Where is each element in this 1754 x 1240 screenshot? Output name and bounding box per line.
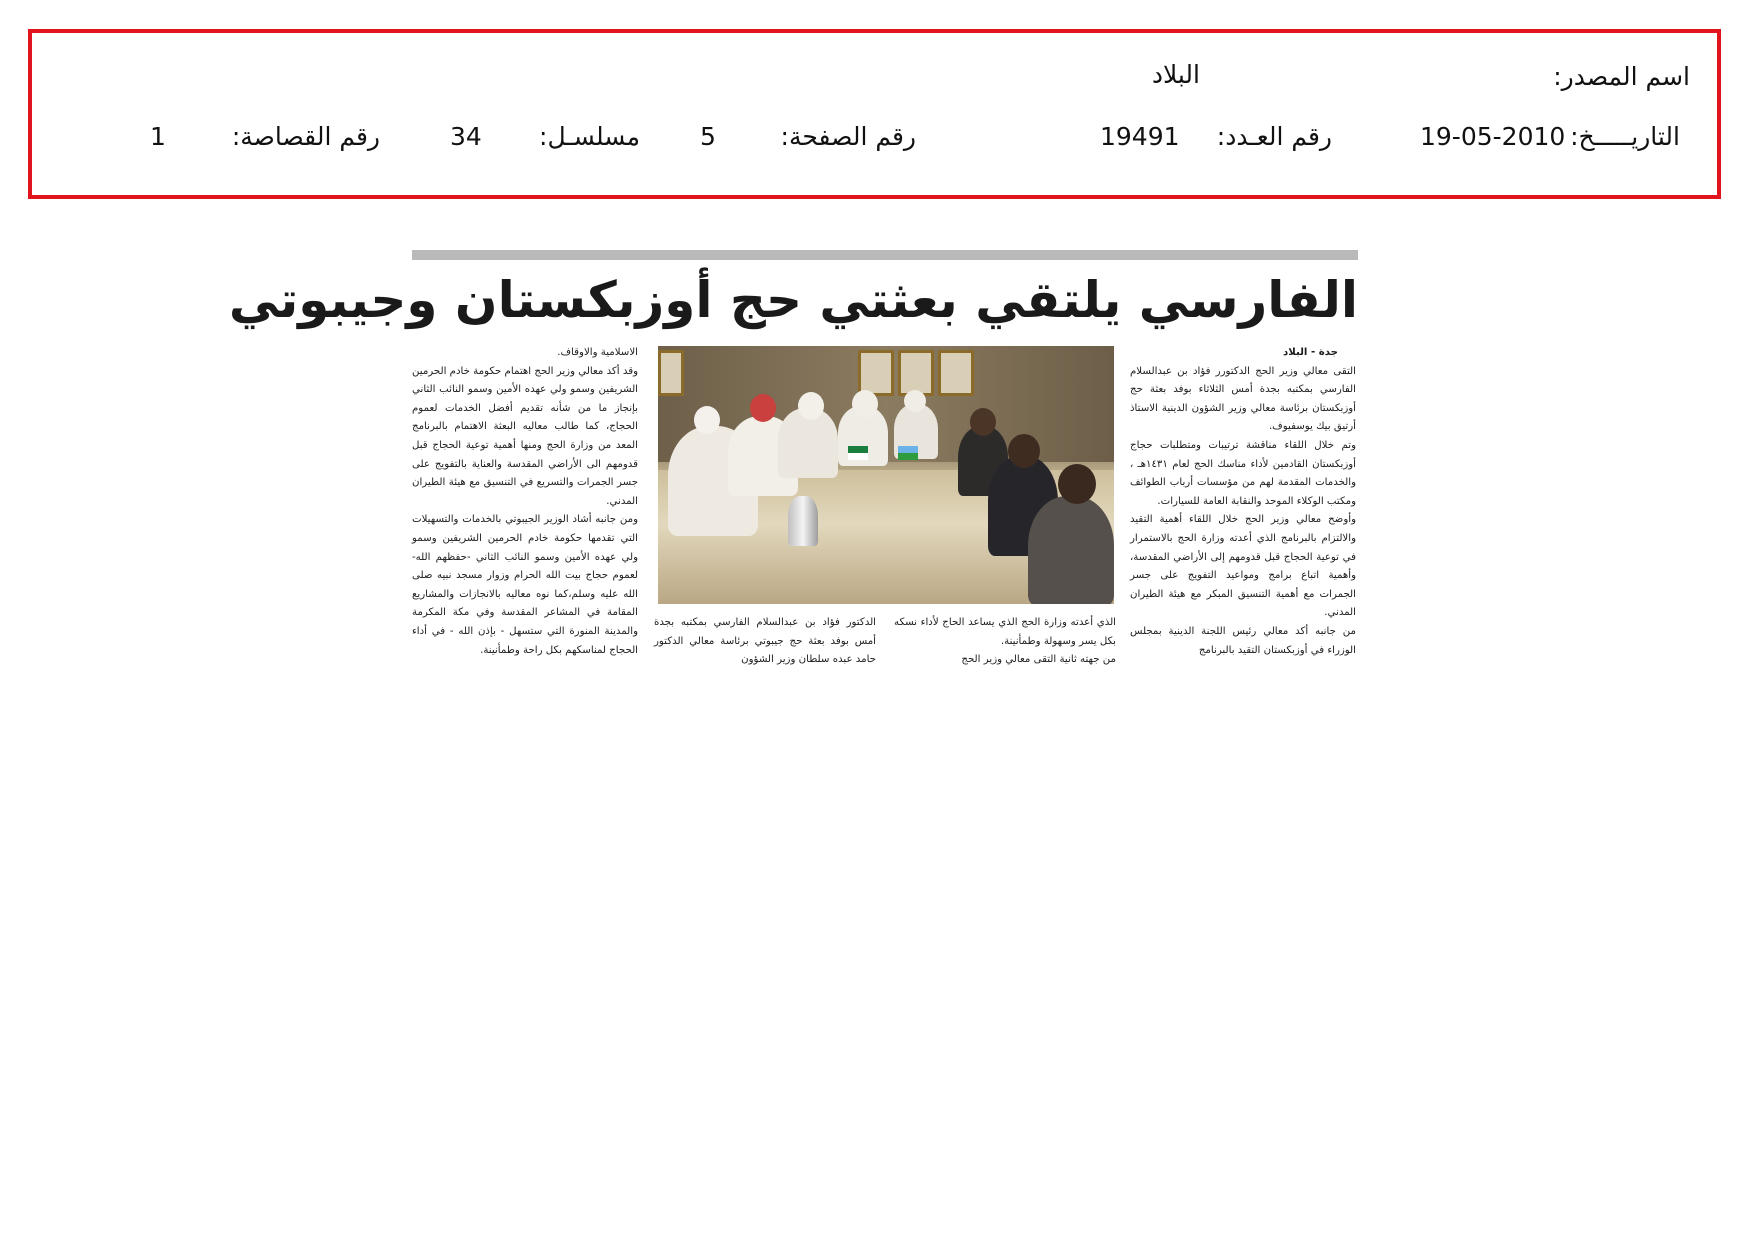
- photo-head: [750, 394, 776, 422]
- photo-head: [1058, 464, 1096, 504]
- article-headline: الفارسي يلتقي بعثتي حج أوزبكستان وجيبوتي: [228, 271, 1358, 329]
- article-column-mid-right: [894, 614, 1116, 670]
- paragraph: من جانبه أكد معالي رئيس اللجنة الدينية بمجلس الوزراء في أوزبكستان التقيد بالبرنامج: [1130, 625, 1356, 656]
- date-value: 19-05-2010: [1420, 122, 1566, 151]
- source-value: البلاد: [1151, 60, 1200, 89]
- paragraph: التقى معالي وزير الحج الدكتورر فؤاد بن عبدالسلام الفارسي بمكتبه بجدة أمس الثلاثاء بوفد بعثة حج أوزبكستان برئاسة معالي وزير الشؤون الدينية الاستاذ أرتيق بيك يوسفيوف.: [1130, 365, 1356, 433]
- paragraph: وأوضح معالي وزير الحج خلال اللقاء أهمية التقيد والالتزام بالبرنامج الذي أعدته وزارة الحج بالاستمرار في توعية الحجاج قبل قدومهم إلى الأراضي المقدسة، وأهمية اتباع برامج ومواعيد التفويج على جسر الجمرات مع أهمية التنسيق المبكر مع هيئة الطيران المدني.: [1130, 514, 1356, 619]
- paragraph: من جهته ثانية التقى معالي وزير الحج: [961, 654, 1116, 666]
- photo-head: [1008, 434, 1040, 468]
- paragraph: الدكتور فؤاد بن عبدالسلام الفارسي بمكتبه بجدة أمس بوفد بعثة حج جيبوتي برئاسة معالي الدكتور حامد عبده سلطان وزير الشؤون: [654, 617, 876, 666]
- paragraph: ومن جانبه أشاد الوزير الجيبوتي بالخدمات والتسهيلات التي تقدمها حكومة خادم الحرمين الشريفين وسمو ولي عهده الأمين وسمو النائب الثاني -حفظهم الله- لعموم حجاج بيت الله الحرام وزوار مسجد نبيه صلى الله عليه وسلم،كما نوه معاليه بالانجازات والمشاريع المقامة في المشاعر المقدسة وفي مكة المكرمة والمدينة المنورة التي ستسهل - بإذن الله - في أداء الحجاج لمناسكهم بكل راحة وطمأنينة.: [412, 514, 638, 656]
- issue-label: رقم العـدد:: [1216, 122, 1332, 151]
- metadata-box: [28, 29, 1721, 199]
- photo-portrait: [938, 350, 974, 396]
- page-value: 5: [700, 122, 716, 151]
- paragraph: الذي أعدته وزارة الحج الذي يساعد الحاج لأداء نسكه بكل يسر وسهولة وطمأنينة.: [894, 617, 1116, 647]
- photo-head: [852, 390, 878, 418]
- source-label: اسم المصدر:: [1553, 62, 1690, 91]
- photo-flag: [898, 446, 918, 460]
- photo-flag: [848, 446, 868, 460]
- photo-head: [798, 392, 824, 420]
- article-column-mid-left: [654, 614, 876, 670]
- photo-head: [904, 390, 926, 412]
- serial-value: 34: [450, 122, 482, 151]
- clip-label: رقم القصاصة:: [231, 122, 380, 151]
- paragraph: الاسلامية والاوقاف.: [557, 347, 638, 358]
- date-label: التاريـــــخ:: [1570, 122, 1680, 151]
- clip-value: 1: [150, 122, 166, 151]
- paragraph: وتم خلال اللقاء مناقشة ترتيبات ومتطلبات حجاج أوزبكستان القادمين لأداء مناسك الحج لعام ١٤٣١هـ ، والخدمات المقدمة لهم من مؤسسات أرباب الطوائف ومكتب الوكلاء الموحد والنقابة العامة للسيارات.: [1130, 439, 1356, 507]
- clipping-top-bar: [412, 250, 1358, 260]
- article-column-left: [412, 344, 638, 660]
- paragraph: وقد أكد معالي وزير الحج اهتمام حكومة خادم الحرمين الشريفين وسمو ولي عهده الأمين وسمو النائب الثاني بإنجاز ما من شأنه تقديم أفضل الخدمات لعموم الحجاج، كما طالب معاليه البعثة الاهتمام بالبرنامج المعد من وزارة الحج ومنها أهمية توعية الحجاج قبل قدومهم الى الأراضي المقدسة والعناية بالتفويج على جسر الجمرات والتسريع في التنسيق مع هيئة الطيران المدني.: [412, 365, 638, 507]
- photo-flask: [788, 496, 818, 546]
- photo-head: [970, 408, 996, 436]
- photo-portrait: [658, 350, 684, 396]
- serial-label: مسلسـل:: [539, 122, 640, 151]
- article-photo: [658, 346, 1114, 604]
- article-dateline: جدة - البلاد: [1282, 347, 1338, 358]
- issue-value: 19491: [1100, 122, 1180, 151]
- photo-person: [1028, 496, 1114, 604]
- photo-head: [694, 406, 720, 434]
- article-column-right: [1130, 344, 1356, 660]
- page-label: رقم الصفحة:: [780, 122, 916, 151]
